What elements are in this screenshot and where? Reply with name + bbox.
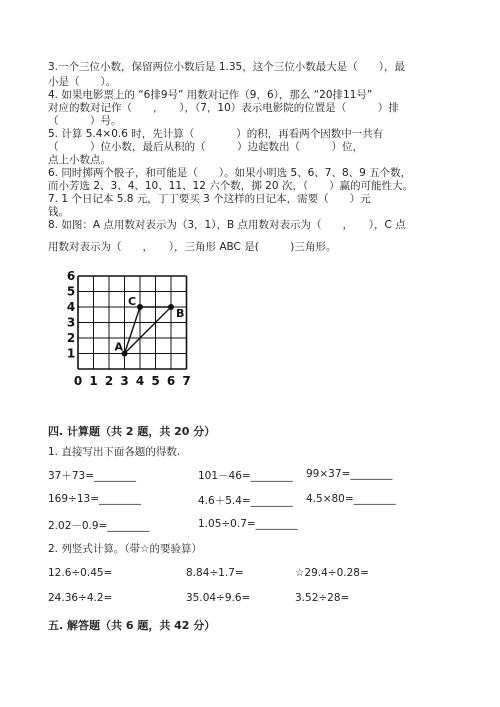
y-tick-label: 6 [66,269,76,283]
triangle-outline [125,307,172,354]
y-tick-label: 2 [66,331,76,345]
x-tick-label: 1 [89,374,98,388]
q5-line-3: 点上小数点。 [48,154,111,166]
q8-line-1: 8. 如图：A 点用数对表示为（3，1），B 点用数对表示为（ ， ），C 点 [48,219,406,231]
point-b-marker [168,304,174,310]
point-a-label: A [114,340,124,354]
x-tick-label: 3 [120,374,129,388]
calc-item: 1.05÷0.7=________ [198,518,298,530]
calc-item: 4.6＋5.4=________ [198,495,293,507]
division-item: 3.52÷28= [295,592,350,604]
calc-item: 99×37=________ [306,468,393,480]
x-tick-label: 0 [73,374,83,388]
x-tick-label: 5 [151,374,160,388]
axis-tick-labels [67,269,191,388]
x-tick-label: 7 [182,374,191,388]
calc-item: 37＋73=________ [48,470,137,482]
grid-lines [78,276,187,369]
q5-line-1: 5. 计算 5.4×0.6 时，先计算（ ）的积，再看两个因数中一共有 [48,128,384,140]
section4-title: 四. 计算题（共 2 题，共 20 分） [48,425,216,438]
q4-line-2: 对应的数对记作（ ， ），（7，10）表示电影院的位置是（ ）排 [48,102,399,114]
q7-line-1: 7. 1 个日记本 5.8 元，丁丁要买 3 个这样的日记本，需要（ ）元 [48,193,371,205]
x-tick-label: 2 [104,374,114,388]
q5-line-2: （ ）位小数，最后从积的（ ）边起数出（ ）位， [48,141,363,153]
q4-line-1: 4. 如果电影票上的 “6排9号” 用数对记作（9，6），那么 “20排11号” [48,89,373,101]
q6-line-2: 而小芳选 2、3、4、10、11、12 六个数，掷 20 次，（ ）赢的可能性大。 [48,180,414,192]
triangle-abc [122,304,175,357]
calc-item: 101－46=________ [198,470,293,482]
division-item: ☆29.4÷0.28= [295,567,369,579]
y-tick-label: 1 [66,346,76,361]
section4-q2-title: 2. 列竖式计算。（带☆的要验算） [48,543,203,555]
q6-line-1: 6. 同时掷两个骰子，和可能是（ ）。如果小明选 5、6、7、8、9 五个数， [48,167,412,179]
calc-item: 169÷13=________ [48,493,141,505]
section4-q1-title: 1. 直接写出下面各题的得数. [48,446,181,458]
calc-item: 2.02－0.9=________ [48,520,150,532]
q3-line-2: 小是（ ）。 [48,76,117,88]
coordinate-grid-figure [66,269,218,390]
x-tick-label: 6 [166,374,176,388]
y-tick-label: 4 [66,300,76,314]
y-tick-label: 5 [66,284,76,299]
point-b-label: B [176,307,185,320]
division-item: 8.84÷1.7= [186,567,244,579]
q8-line-2: 用数对表示为（ ， ），三角形 ABC 是( )三角形。 [48,241,337,253]
calc-item: 4.5×80=________ [306,493,396,505]
q3-line-1: 3.一个三位小数，保留两位小数后是 1.35，这个三位小数最大是（ ），最 [48,61,405,73]
division-item: 35.04÷9.6= [186,592,251,604]
division-item: 12.6÷0.45= [48,567,113,579]
q7-line-2: 钱。 [48,206,69,218]
point-c-label: C [128,295,137,308]
y-tick-label: 3 [66,315,76,330]
division-item: 24.36÷4.2= [48,592,113,604]
x-tick-label: 4 [135,374,145,388]
q4-line-3: （ ）号。 [48,115,122,127]
section5-title: 五. 解答题（共 6 题，共 42 分） [48,619,216,632]
point-c-marker [137,304,143,310]
